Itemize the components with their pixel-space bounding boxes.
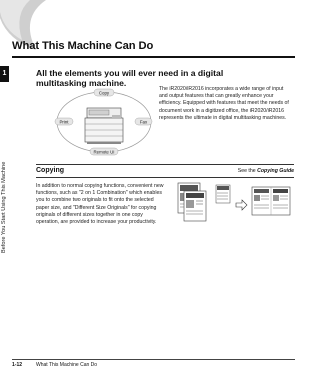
copying-rule-top	[36, 164, 294, 165]
chapter-side-label: Before You Start Using This Machine	[1, 161, 7, 253]
footer-title: What This Machine Can Do	[36, 362, 98, 368]
section-heading: All the elements you will ever need in a digital multitasking machine.	[36, 68, 224, 88]
combined-output-page	[252, 187, 290, 215]
page-number: 1-12	[12, 362, 23, 368]
chapter-tab: 1	[0, 66, 9, 82]
title-rule	[12, 56, 295, 58]
label-copy	[94, 89, 114, 96]
label-fax-text: Fax	[139, 119, 148, 125]
page-title: What This Machine Can Do	[12, 40, 154, 52]
feature-hub-diagram	[54, 86, 154, 158]
original-pages	[178, 183, 230, 221]
intro-paragraph: The iR2020/iR2016 incorporates a wide range of input and output features that can greatly enhance your efficiency. Equipped with features that meet the needs of document work in a digitized office, the iR2020/iR2016 represents the ultimate in digital multitasking machines.	[159, 86, 289, 121]
copying-ref-guide: Copying Guide	[257, 168, 294, 174]
copying-guide-reference	[238, 168, 294, 174]
arrow-icon	[236, 200, 247, 210]
copying-rule-bottom	[36, 177, 294, 178]
label-print-text: Print	[59, 119, 69, 125]
copying-ref-prefix: See the	[237, 168, 256, 174]
label-remote-ui-text: Remote UI	[93, 149, 115, 155]
copying-paragraph: In addition to normal copying functions, convenient new functions, such as "2 on 1 Combination" which enables you to combine two originals to fit onto the selected paper size, and "Different Size Originals" for copying originals of different sizes together in one copy operation, are provided to increase your productivity.	[36, 183, 164, 226]
footer-rule	[12, 359, 295, 360]
label-remote-ui	[90, 148, 118, 155]
combination-illustration	[176, 181, 294, 225]
label-print	[55, 118, 73, 125]
label-copy-text: Copy	[98, 90, 110, 96]
label-fax	[135, 118, 152, 125]
copier-illustration	[85, 108, 123, 144]
copying-heading: Copying	[36, 167, 64, 174]
